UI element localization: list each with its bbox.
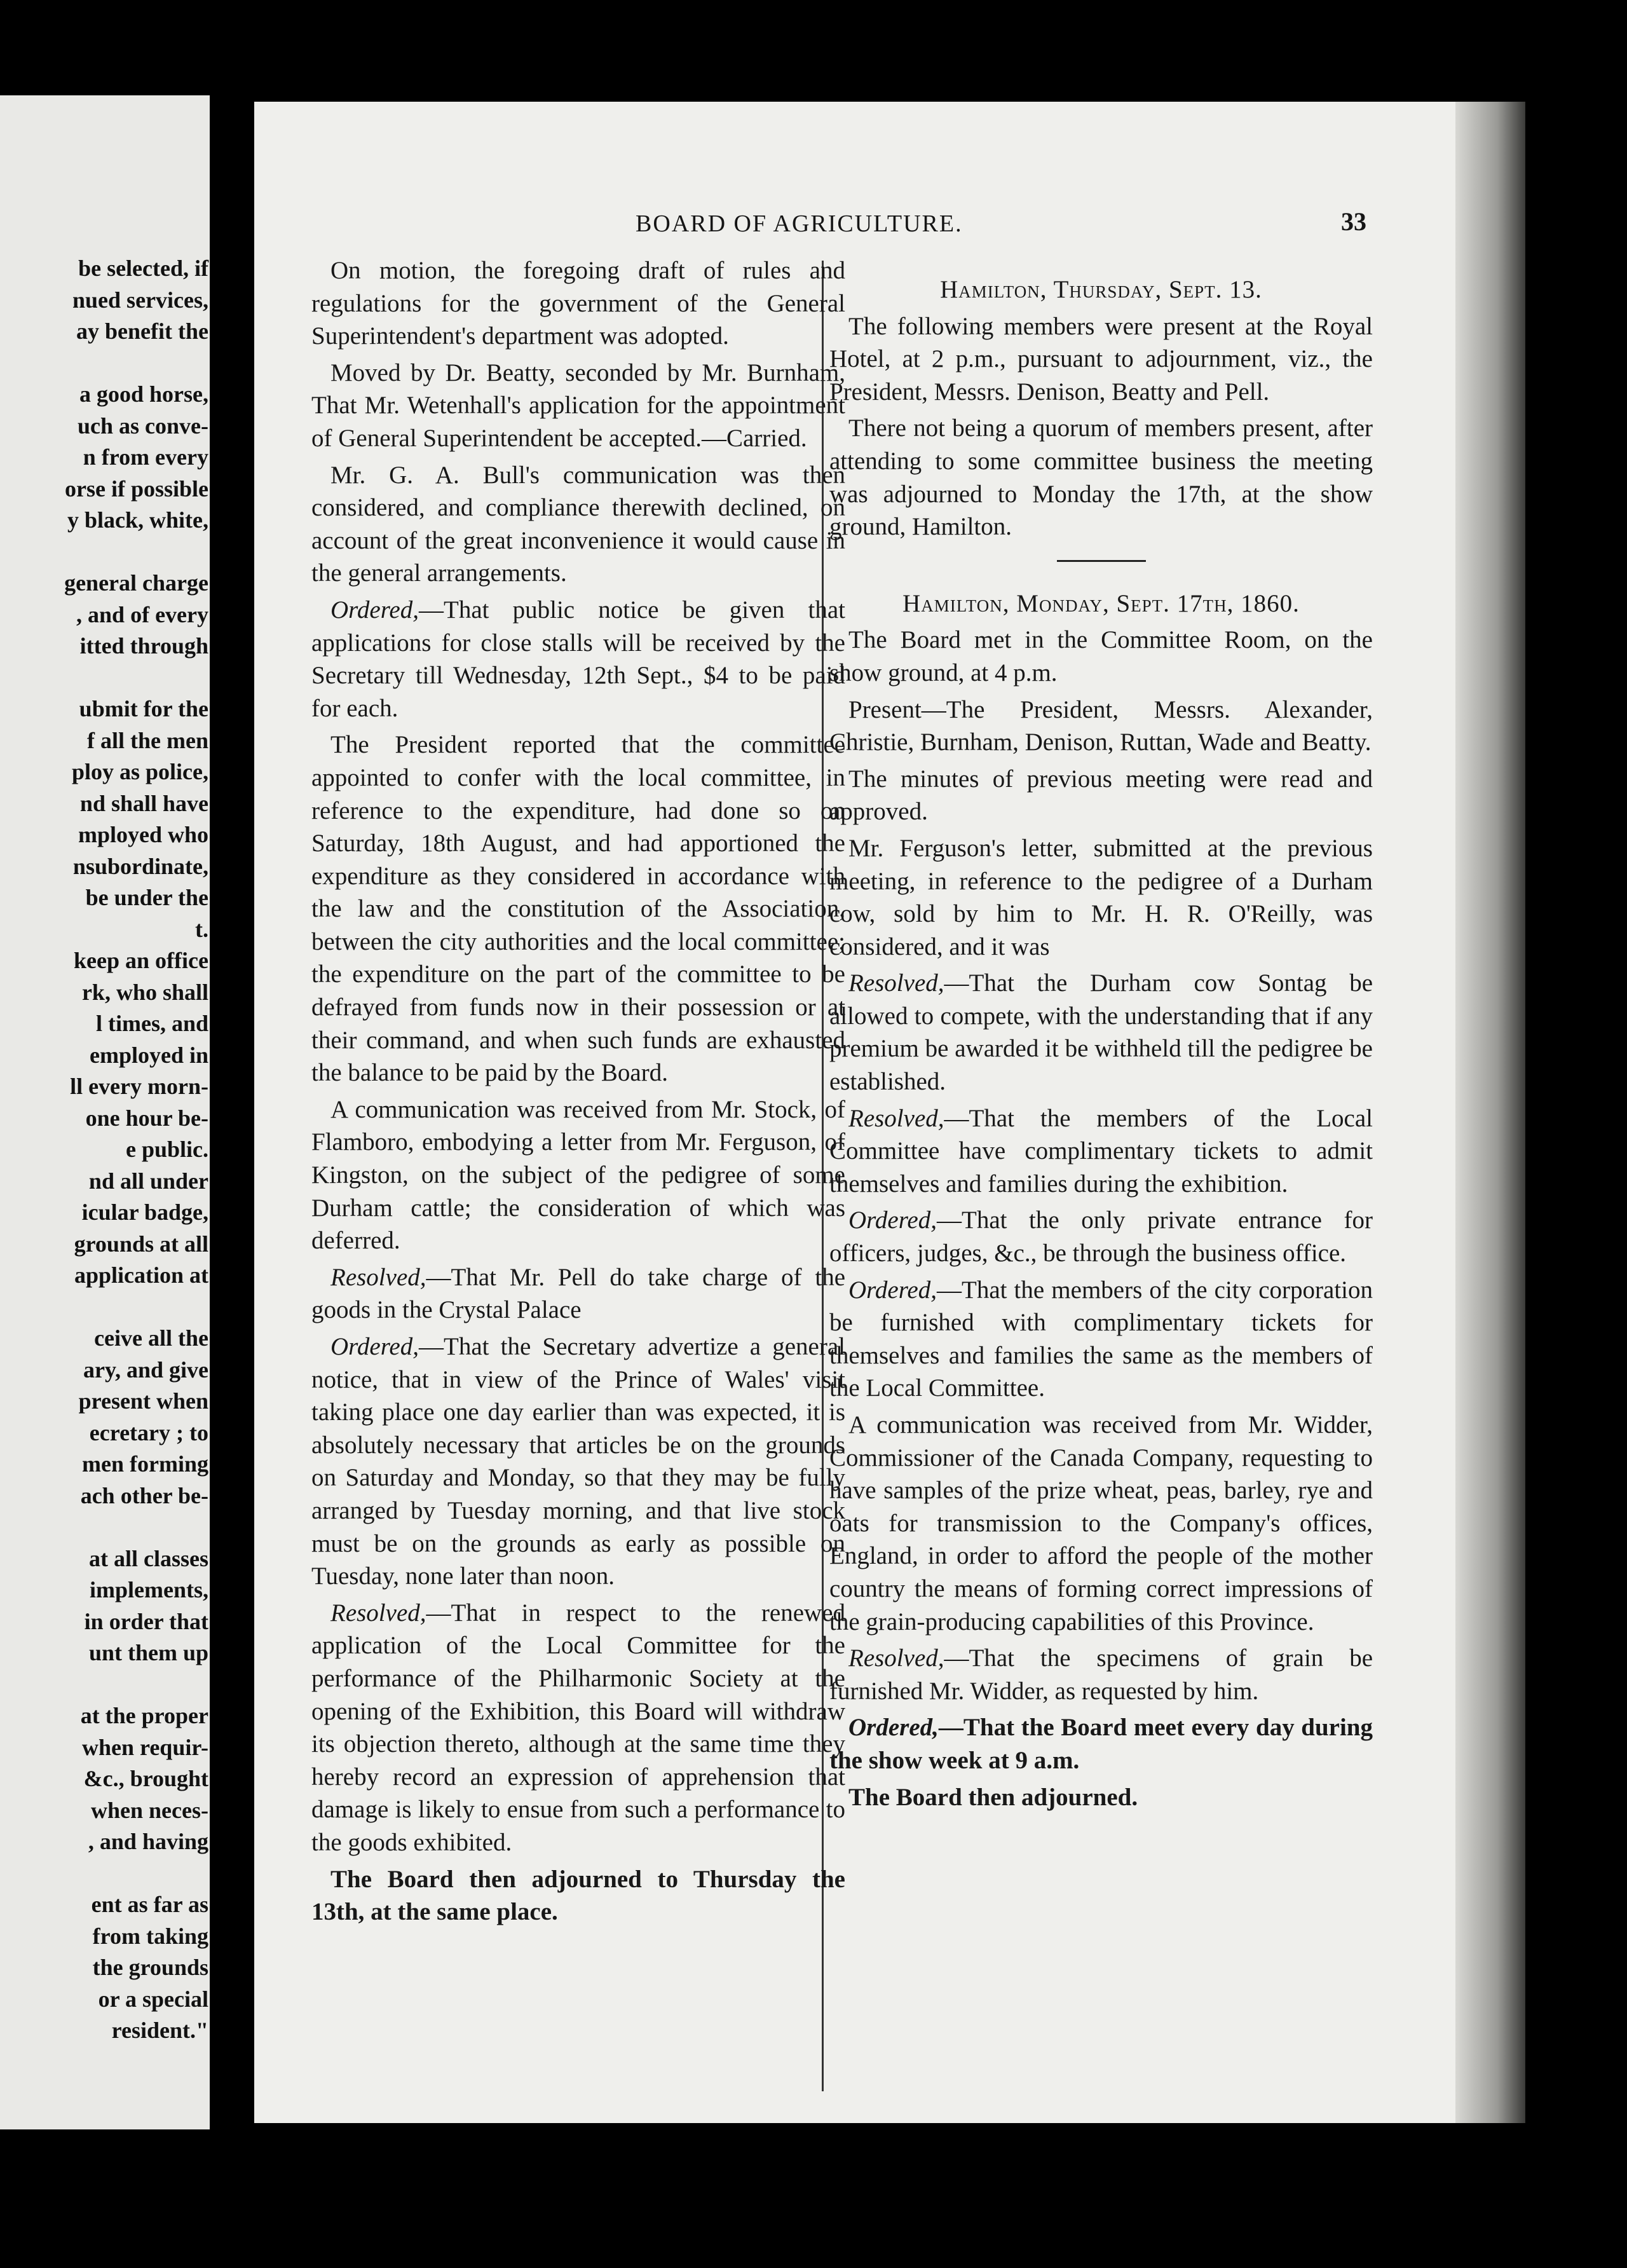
fragment-line: ay benefit the (76, 318, 208, 344)
paragraph: Present—The President, Messrs. Alexander, Christie, Burnham, Denison, Ruttan, Wade and Beatty. (829, 695, 1373, 756)
paragraph: The President reported that the committee appointed to confer with the local committee, in reference to the expenditure, had done so on Saturday, 18th August, and had apportioned the expenditure as they considered in accordance with the law and the constitution of the Association, between the city authorities and the local committee; the expenditure on the part of the committee to be defrayed from funds now in their possession or at their command, and when such funds are exhausted the balance to be paid by the Board. (311, 731, 845, 1087)
paragraph: The Board then adjourned to Thursday the 13th, at the same place. (311, 1865, 845, 1926)
paragraph-body: —That in respect to the renewed application of the Local Committee for the performance of the Philharmonic Society at the opening of the Exhibition, this Board will withdraw its objection thereto, although at the same time they hereby record an expression of apprehension that damage is likely to ensue from such a performance to the goods exhibited. (311, 1599, 845, 1856)
paragraph: Mr. Ferguson's letter, submitted at the previous meeting, in reference to the pedigree of a Durham cow, sold by him to Mr. H. R. O'Reilly, was considered, and it was (829, 834, 1373, 960)
paragraph (829, 1642, 1373, 1707)
paragraph (829, 1711, 1373, 1777)
fragment-line: a good horse, (79, 381, 208, 407)
lead-word: Ordered, (330, 1333, 419, 1360)
lead-word: Ordered, (848, 1276, 937, 1304)
paragraph (311, 1330, 845, 1593)
fragment-line: , and of every (76, 601, 208, 627)
fragment-line: implements, (90, 1577, 208, 1602)
fragment-line: l times, and (95, 1011, 208, 1036)
paragraph-body: —That the Durham cow Sontag be allowed to compete, with the understanding that if any premium be awarded it be withheld till the pedigree be established. (829, 969, 1373, 1096)
paragraph (311, 594, 845, 725)
fragment-line (5, 662, 208, 694)
fragment-line (5, 1858, 208, 1890)
fragment-line: men forming (82, 1451, 208, 1477)
book-gutter (210, 0, 254, 2268)
lead-word: Resolved, (848, 1644, 944, 1672)
paragraph (311, 1597, 845, 1859)
fragment-line: n from every (83, 444, 208, 470)
fragment-line: from taking (92, 1923, 208, 1949)
left-column (311, 254, 845, 1932)
lead-word: Resolved, (848, 1104, 944, 1132)
fragment-line: be selected, if (78, 256, 208, 281)
fragment-line: orse if possible (64, 475, 208, 502)
lead-word: Ordered, (848, 1206, 937, 1234)
page-number: 33 (1341, 207, 1366, 236)
fragment-line: at all classes (89, 1545, 208, 1571)
previous-page-text (5, 253, 208, 2047)
fragment-line: &c., brought (83, 1766, 208, 1791)
paragraph: There not being a quorum of members present, after attending to some committee business the meeting was adjourned to Monday the 17th, at the show ground, Hamilton. (829, 414, 1373, 541)
fragment-line: or a special (98, 1986, 208, 2012)
fragment-line: one hour be- (85, 1105, 208, 1131)
fragment-line: icular badge, (81, 1199, 208, 1225)
fragment-line: nd shall have (79, 790, 208, 816)
fragment-line: when requir- (81, 1734, 208, 1760)
page-edge-shadow (1455, 102, 1525, 2123)
fragment-line: in order that (84, 1608, 208, 1634)
paragraph: A communication was received from Mr. Stock, of Flamboro, embodying a letter from Mr. Ferguson, of Kingston, on the subject of the pedigree of some Durham cattle; the consideration of which was deferred. (311, 1095, 845, 1255)
paragraph (829, 1274, 1373, 1405)
fragment-line: present when (78, 1388, 208, 1414)
fragment-line: y black, white, (67, 507, 208, 533)
fragment-line: mployed who (78, 822, 208, 847)
paragraph: On motion, the foregoing draft of rules and regulations for the government of the General Superintendent's department was adopted. (311, 257, 845, 350)
fragment-line: unt them up (88, 1640, 208, 1665)
fragment-line: itted through (79, 633, 208, 659)
fragment-line: ceive all the (94, 1325, 208, 1351)
paragraph-body: —That the only private entrance for officers, judges, &c., be through the business office. (829, 1206, 1373, 1267)
fragment-line: ary, and give (83, 1356, 208, 1383)
running-header: BOARD OF AGRICULTURE. (636, 210, 963, 237)
fragment-line: f all the men (87, 727, 208, 753)
right-column (829, 273, 1373, 1817)
fragment-line: at the proper (80, 1703, 208, 1728)
paragraph-body: —That Mr. Pell do take charge of the goods in the Crystal Palace (311, 1263, 845, 1324)
paragraph: The following members were present at the Royal Hotel, at 2 p.m., pursuant to adjournment, viz., the President, Messrs. Denison, Beatty and Pell. (829, 312, 1373, 406)
fragment-line: t. (195, 916, 208, 942)
fragment-line: ach other be- (80, 1482, 208, 1508)
section-rule (1057, 560, 1146, 562)
fragment-line: be under the (85, 885, 208, 910)
page (254, 102, 1519, 2123)
fragment-line: ecretary ; to (89, 1419, 208, 1445)
paragraph-body: —That the members of the Local Committee have complimentary tickets to admit themselves and families during the exhibition. (829, 1104, 1373, 1198)
dateline: Hamilton, Monday, Sept. 17th, 1860. (902, 589, 1300, 617)
dateline: Hamilton, Thursday, Sept. 13. (940, 276, 1262, 303)
paragraph: The minutes of previous meeting were read and approved. (829, 765, 1373, 826)
fragment-line: nd all under (88, 1168, 208, 1194)
fragment-line (5, 1669, 208, 1701)
paragraph: The Board then adjourned. (848, 1783, 1138, 1811)
previous-page-fragment (0, 95, 210, 2129)
lead-word: Resolved, (330, 1263, 426, 1291)
fragment-line: ent as far as (91, 1892, 208, 1917)
paragraph (829, 1102, 1373, 1201)
paragraph: Mr. G. A. Bull's communication was then considered, and compliance therewith declined, on account of the great inconvenience it would cause in the general arrangements. (311, 461, 845, 587)
fragment-line: general charge (64, 570, 208, 596)
fragment-line (5, 1292, 208, 1323)
paragraph-body: —That the members of the city corporation be furnished with complimentary tickets for themselves and families the same as the members of the Local Committee. (829, 1276, 1373, 1402)
fragment-line: ubmit for the (79, 696, 208, 721)
paragraph (311, 1261, 845, 1327)
fragment-line (5, 1512, 208, 1543)
fragment-line: keep an office (74, 948, 208, 973)
paragraph (829, 1204, 1373, 1269)
fragment-line: nsubordinate, (72, 853, 208, 879)
fragment-line: ploy as police, (71, 759, 208, 784)
fragment-line: , and having (88, 1829, 208, 1854)
fragment-line: e public. (125, 1137, 208, 1162)
fragment-line: rk, who shall (81, 979, 208, 1005)
paragraph-body: —That the specimens of grain be furnished Mr. Widder, as requested by him. (829, 1644, 1373, 1705)
paragraph-body: —That the Secretary advertize a general notice, that in view of the Prince of Wales' visit taking place one day earlier than was expected, it is absolutely necessary that articles be on the grounds on Saturday and Monday, so that they may be fully arranged by Tuesday morning, and that live stock must be on the grounds as early as possible on Tuesday, none later than noon. (311, 1333, 845, 1590)
fragment-line: ll every morn- (70, 1074, 208, 1099)
fragment-line: grounds at all (74, 1231, 208, 1257)
fragment-line: the grounds (92, 1955, 208, 1980)
fragment-line: nued services, (72, 287, 208, 313)
lead-word: Resolved, (330, 1599, 426, 1627)
fragment-line (5, 536, 208, 568)
paragraph (829, 967, 1373, 1098)
fragment-line (5, 348, 208, 379)
fragment-line: when neces- (91, 1797, 208, 1823)
lead-word: Ordered, (848, 1714, 939, 1742)
paragraph-body: —That public notice be given that applications for close stalls will be received by the Secretary till Wednesday, 12th Sept., $4 to be paid for each. (311, 596, 845, 722)
fragment-line: uch as conve- (78, 413, 208, 439)
fragment-line: application at (74, 1262, 208, 1288)
lead-word: Resolved, (848, 969, 944, 997)
fragment-line: resident." (111, 2018, 208, 2043)
fragment-line: employed in (89, 1042, 208, 1068)
paragraph: Moved by Dr. Beatty, seconded by Mr. Burnham, That Mr. Wetenhall's application for the appointment of General Superintendent be accepted.—Carried. (311, 359, 845, 452)
paragraph: The Board met in the Committee Room, on the show ground, at 4 p.m. (829, 626, 1373, 687)
paragraph-body: —That the Board meet every day during the show week at 9 a.m. (829, 1714, 1373, 1774)
lead-word: Ordered, (330, 596, 419, 624)
paragraph: A communication was received from Mr. Widder, Commissioner of the Canada Company, requesting to have samples of the prize wheat, peas, barley, rye and oats for transmission to the Company's offices, England, in order to afford the people of the mother country the means of forming correct impressions of the grain-producing capabilities of this Province. (829, 1411, 1373, 1636)
